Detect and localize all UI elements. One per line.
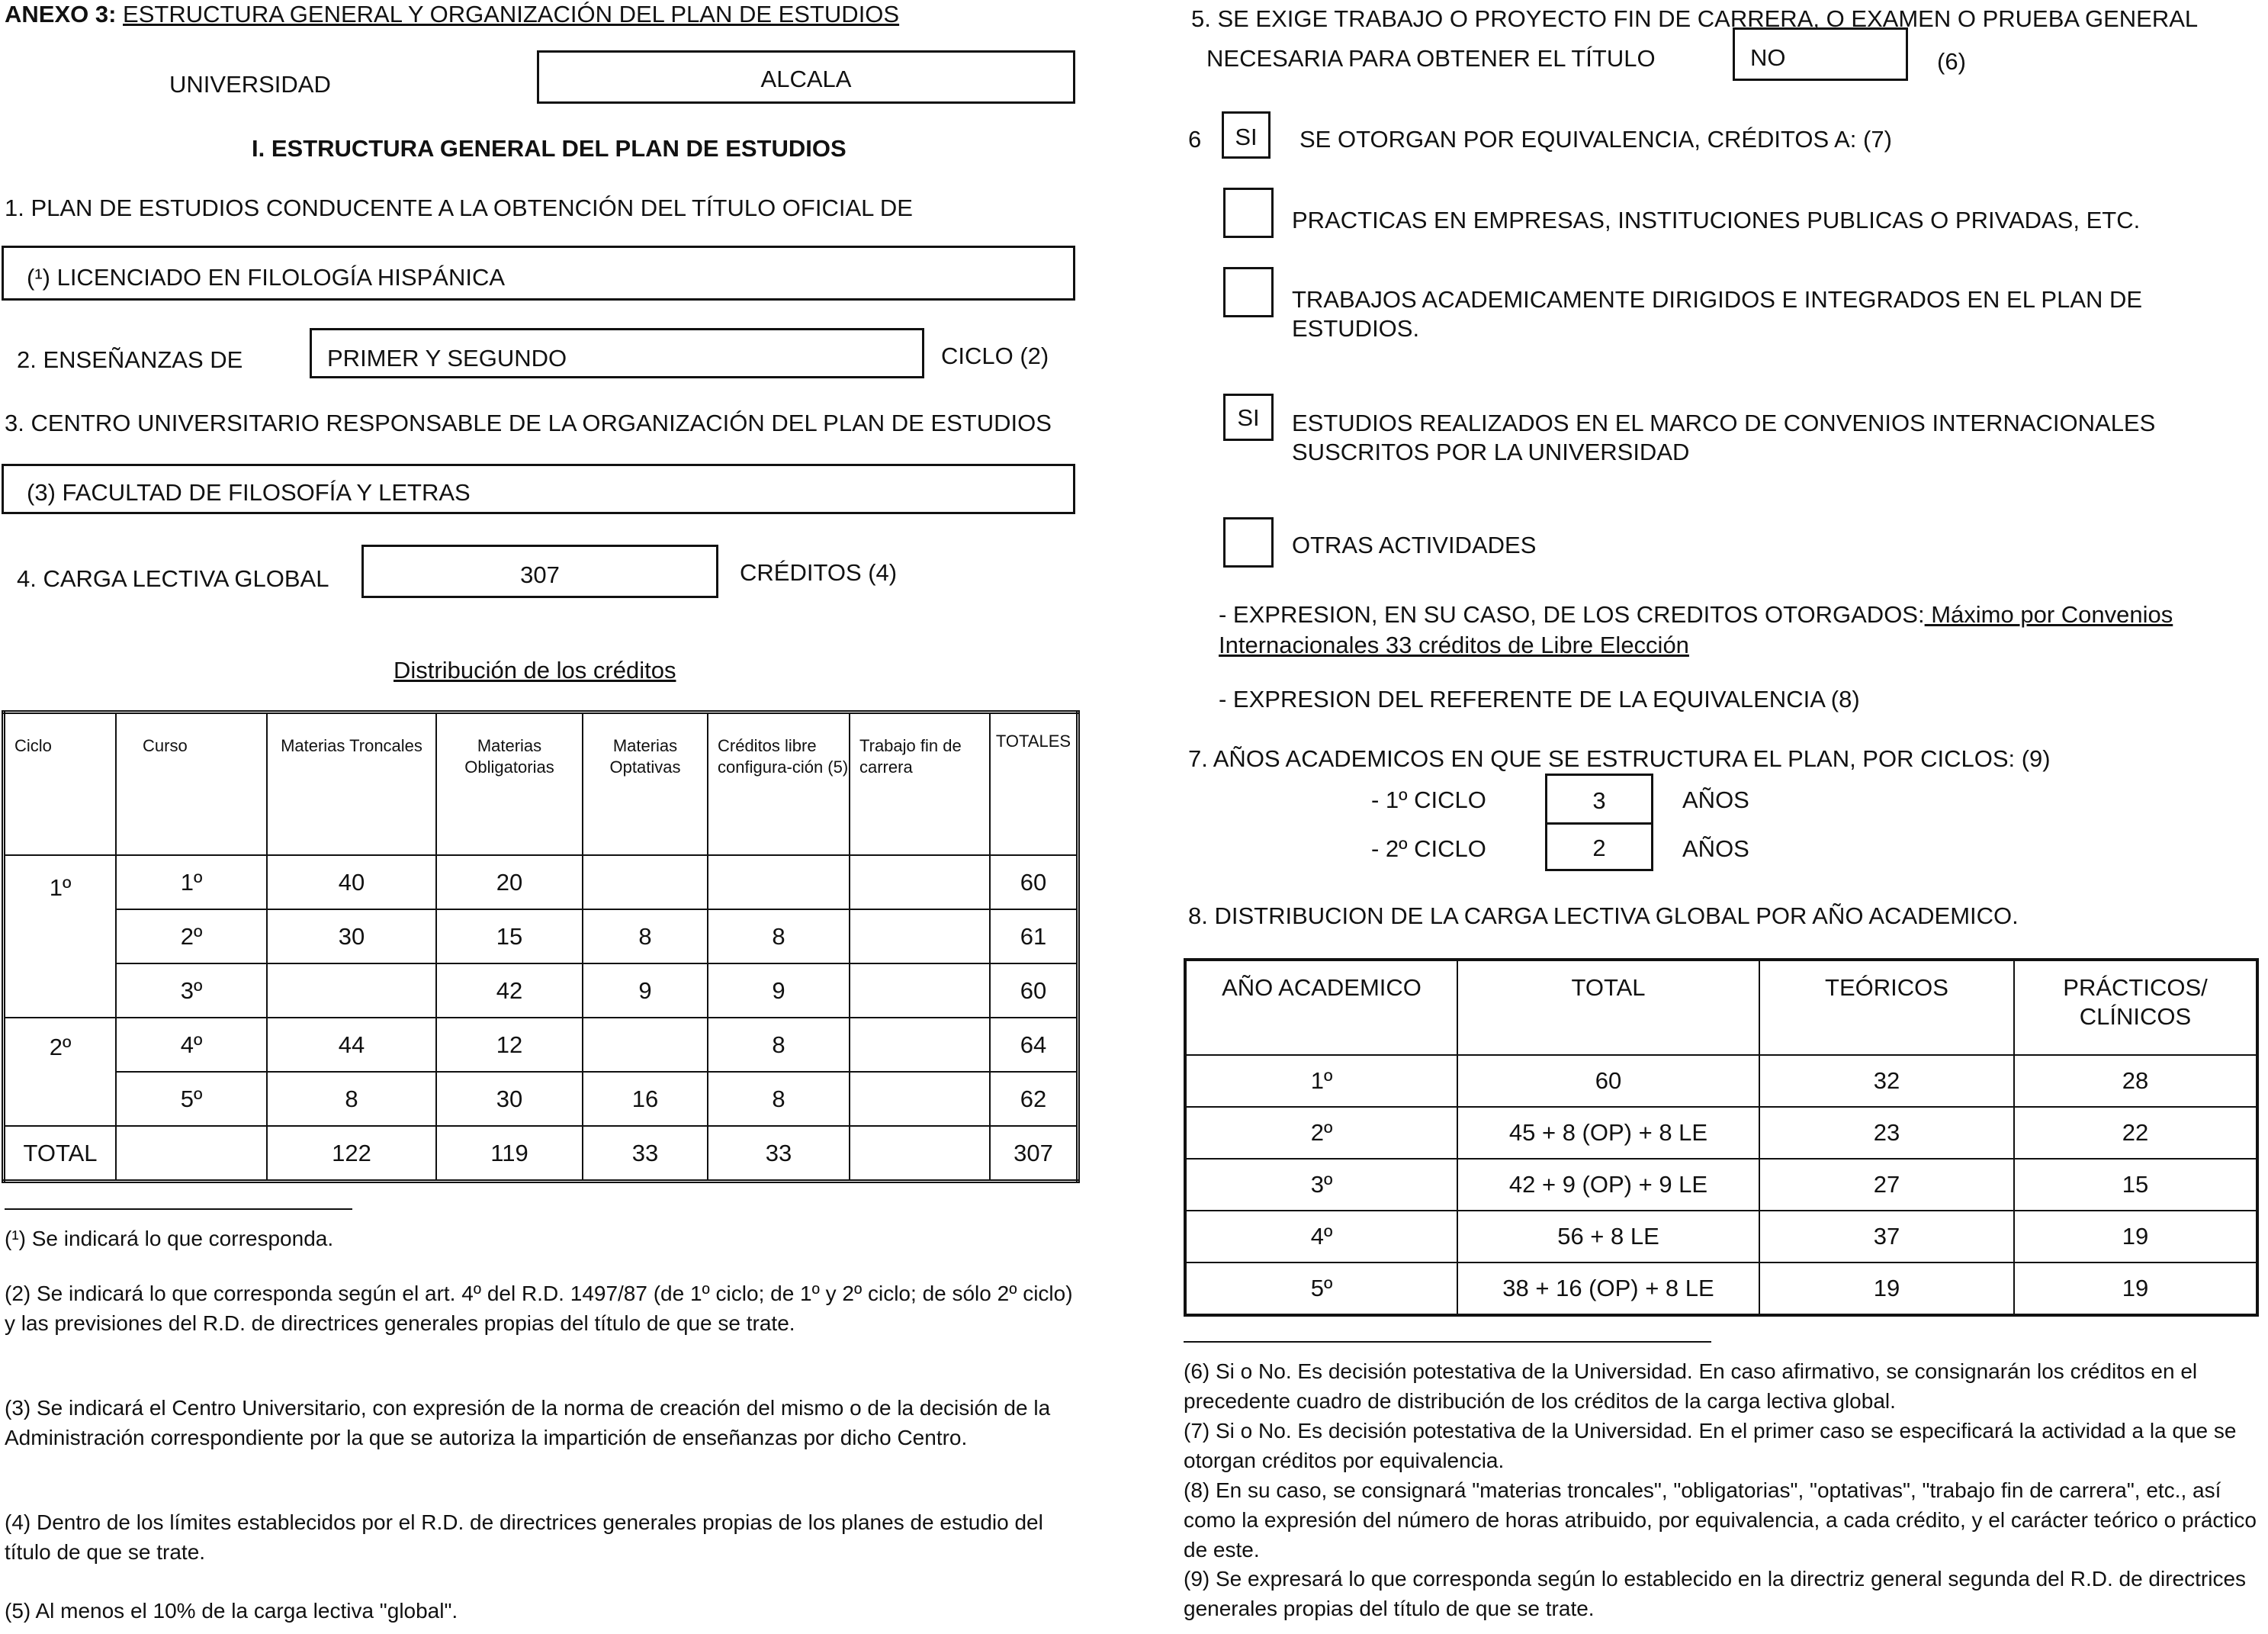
header-totales: TOTALES: [990, 712, 1078, 856]
cell-teoricos: 37: [1759, 1211, 2014, 1262]
cell-total: 60: [990, 963, 1078, 1018]
item6-label: SE OTORGAN POR EQUIVALENCIA, CRÉDITOS A: (7): [1299, 126, 1892, 153]
ciclo1-label: - 1º CICLO: [1371, 786, 1486, 813]
cell-troncales: 30: [267, 909, 436, 963]
ciclo-suffix: CICLO (2): [941, 343, 1049, 369]
footnote-2: (2) Se indicará lo que corresponda según el art. 4º del R.D. 1497/87 (de 1º ciclo; de 1º y 2º ciclo; de sólo 2º ciclo) y las previsiones del R.D. de directrices generales propias del título de que se trate.: [5, 1282, 1073, 1335]
cell-libre: 33: [708, 1126, 850, 1182]
cell-optativas: 8: [583, 909, 708, 963]
footnote-8: (8) En su caso, se consignará "materias troncales", "obligatorias", "optativas", "trabajo fin de carrera", etc., así como la expresión del número de horas atribuido, por equivalencia, a cada crédito, y el carácter teórico o práctico de este.: [1184, 1478, 2257, 1562]
convenios-checkbox: [1223, 394, 1274, 441]
item1-label: 1. PLAN DE ESTUDIOS CONDUCENTE A LA OBTENCIÓN DEL TÍTULO OFICIAL DE: [5, 195, 913, 221]
item5-suffix: (6): [1937, 48, 1966, 75]
titulo-value: (¹) LICENCIADO EN FILOLOGÍA HISPÁNICA: [27, 264, 506, 291]
cell-total: 60: [990, 855, 1078, 909]
footnote-3: (3) Se indicará el Centro Universitario, con expresión de la norma de creación del mismo o de la decisión de la Administración correspondiente por la que se autoriza la impartición de enseñanzas por dicho Centro.: [5, 1396, 1051, 1449]
table-row: [1185, 1159, 2257, 1211]
carga-value: 307: [520, 561, 560, 588]
item5-line1: 5. SE EXIGE TRABAJO O PROYECTO FIN DE CARRERA, O EXAMEN O PRUEBA GENERAL: [1191, 5, 2199, 32]
cell-trabajo: [850, 963, 990, 1018]
header-troncales: Materias Troncales: [267, 712, 436, 856]
cell-optativas: 9: [583, 963, 708, 1018]
cell-teoricos: 23: [1759, 1107, 2014, 1159]
cell-libre: 8: [708, 909, 850, 963]
item8-label: 8. DISTRIBUCION DE LA CARGA LECTIVA GLOBAL POR AÑO ACADEMICO.: [1188, 902, 2019, 929]
expresion-creditos: [1219, 600, 2210, 661]
table-row: [4, 963, 1078, 1018]
footnote-9: (9) Se expresará lo que corresponda según lo establecido en la directriz general segunda del R.D. de directrices generales propias del título de que se trate.: [1184, 1567, 2247, 1620]
cell-ciclo: 1º: [4, 855, 117, 1018]
equivalencia-box: [1222, 111, 1271, 159]
header-optativas: Materias Optativas: [583, 712, 708, 856]
trabajos-checkbox: [1223, 267, 1274, 317]
annex-heading: [5, 0, 899, 29]
item7-label: 7. AÑOS ACADEMICOS EN QUE SE ESTRUCTURA EL PLAN, POR CICLOS: (9): [1188, 745, 2051, 772]
annex-title: ESTRUCTURA GENERAL Y ORGANIZACIÓN DEL PLAN DE ESTUDIOS: [123, 1, 900, 27]
proyecto-value: NO: [1750, 44, 1786, 71]
cell-libre: 9: [708, 963, 850, 1018]
cell-total: 56 + 8 LE: [1457, 1211, 1759, 1262]
practicas-checkbox: [1223, 188, 1274, 238]
table-row: [4, 855, 1078, 909]
cell-practicos: 28: [2014, 1055, 2257, 1107]
carga-table-header: [1185, 960, 2257, 1055]
header-obligatorias: Materias Obligatorias: [436, 712, 583, 856]
table-row: [1185, 1055, 2257, 1107]
anos-box: [1545, 774, 1653, 871]
ensenanzas-value: PRIMER Y SEGUNDO: [327, 345, 567, 372]
cell-curso: 4º: [116, 1018, 267, 1072]
cell-troncales: 44: [267, 1018, 436, 1072]
practicas-label: PRACTICAS EN EMPRESAS, INSTITUCIONES PUBLICAS O PRIVADAS, ETC.: [1292, 207, 2141, 233]
footnote-1: (¹) Se indicará lo que corresponda.: [5, 1227, 334, 1250]
footnote-divider-right: [1184, 1341, 1711, 1343]
cell-trabajo: [850, 1126, 990, 1182]
carga-box: [361, 545, 718, 598]
expresion-referente: - EXPRESION DEL REFERENTE DE LA EQUIVALENCIA (8): [1219, 686, 1860, 712]
anos-label-1: AÑOS: [1682, 786, 1749, 813]
cell-obligatorias: 119: [436, 1126, 583, 1182]
header-curso: Curso: [116, 712, 267, 856]
footnote-5: (5) Al menos el 10% de la carga lectiva "global".: [5, 1599, 458, 1623]
cell-curso: 1º: [116, 855, 267, 909]
table-row: [1185, 1262, 2257, 1315]
header-trabajo: Trabajo fin de carrera: [850, 712, 990, 856]
universidad-value: ALCALA: [760, 66, 852, 92]
cell-ano: 3º: [1185, 1159, 1457, 1211]
cell-curso: 3º: [116, 963, 267, 1018]
cell-trabajo: [850, 1018, 990, 1072]
cell-trabajo: [850, 1072, 990, 1126]
cell-optativas: 16: [583, 1072, 708, 1126]
table-row: [4, 909, 1078, 963]
cell-libre: 8: [708, 1072, 850, 1126]
creditos-suffix: CRÉDITOS (4): [740, 559, 898, 586]
cell-troncales: 122: [267, 1126, 436, 1182]
cell-ano: 1º: [1185, 1055, 1457, 1107]
otras-label: OTRAS ACTIVIDADES: [1292, 532, 1537, 558]
cell-total: 61: [990, 909, 1078, 963]
cell-practicos: 19: [2014, 1211, 2257, 1262]
cell-total: 62: [990, 1072, 1078, 1126]
cell-ano: 2º: [1185, 1107, 1457, 1159]
footnote-7: (7) Si o No. Es decisión potestativa de la Universidad. En el primer caso se especificará la actividad a la que se otorgan créditos por equivalencia.: [1184, 1419, 2237, 1472]
cell-libre: [708, 855, 850, 909]
cell-optativas: [583, 855, 708, 909]
header-total: TOTAL: [1457, 960, 1759, 1055]
cell-ciclo: 2º: [4, 1018, 117, 1126]
cell-total: 60: [1457, 1055, 1759, 1107]
annex-prefix: ANEXO 3:: [5, 1, 117, 27]
item6-number: 6: [1188, 126, 1202, 153]
header-libre: Créditos libre configura-ción (5): [708, 712, 850, 856]
cell-optativas: [583, 1018, 708, 1072]
expresion-creditos-prefix: - EXPRESION, EN SU CASO, DE LOS CREDITOS OTORGADOS:: [1219, 601, 1925, 628]
cell-troncales: 8: [267, 1072, 436, 1126]
cell-teoricos: 32: [1759, 1055, 2014, 1107]
footnote-4: (4) Dentro de los límites establecidos por el R.D. de directrices generales propias de los planes de estudio del título de que se trate.: [5, 1510, 1043, 1564]
item4-label: 4. CARGA LECTIVA GLOBAL: [17, 565, 329, 592]
header-practicos: PRÁCTICOS/ CLÍNICOS: [2014, 960, 2257, 1055]
cell-optativas: 33: [583, 1126, 708, 1182]
centro-value: (3) FACULTAD DE FILOSOFÍA Y LETRAS: [27, 479, 471, 506]
trabajos-label: TRABAJOS ACADEMICAMENTE DIRIGIDOS E INTEGRADOS EN EL PLAN DE ESTUDIOS.: [1292, 286, 2143, 342]
cell-libre: 8: [708, 1018, 850, 1072]
expresion-creditos-value: Máximo por Convenios Internacionales 33 créditos de Libre Elección: [1219, 601, 2173, 658]
item5-line2: NECESARIA PARA OBTENER EL TÍTULO: [1206, 45, 1656, 72]
dist-title: Distribución de los créditos: [394, 657, 676, 684]
ciclo2-label: - 2º CICLO: [1371, 835, 1486, 862]
distribution-table: [2, 710, 1080, 1183]
header-ciclo: Ciclo: [4, 712, 117, 856]
equivalencia-value: SI: [1235, 124, 1258, 150]
distribution-table-header: [4, 712, 1078, 856]
table-row: [1185, 1211, 2257, 1262]
cell-obligatorias: 12: [436, 1018, 583, 1072]
cell-obligatorias: 30: [436, 1072, 583, 1126]
cell-teoricos: 19: [1759, 1262, 2014, 1315]
cell-practicos: 19: [2014, 1262, 2257, 1315]
cell-total: 307: [990, 1126, 1078, 1182]
universidad-box: [537, 50, 1075, 104]
cell-obligatorias: 15: [436, 909, 583, 963]
convenios-value: SI: [1237, 404, 1260, 431]
cell-curso: [116, 1126, 267, 1182]
anos-label-2: AÑOS: [1682, 835, 1749, 862]
cell-teoricos: 27: [1759, 1159, 2014, 1211]
centro-box: [2, 464, 1075, 514]
otras-checkbox: [1223, 517, 1274, 568]
cell-total: 38 + 16 (OP) + 8 LE: [1457, 1262, 1759, 1315]
proyecto-box: [1733, 27, 1908, 81]
cell-total: 42 + 9 (OP) + 9 LE: [1457, 1159, 1759, 1211]
cell-practicos: 15: [2014, 1159, 2257, 1211]
table-row: [4, 1018, 1078, 1072]
header-teoricos: TEÓRICOS: [1759, 960, 2014, 1055]
cell-practicos: 22: [2014, 1107, 2257, 1159]
item2-label: 2. ENSEÑANZAS DE: [17, 346, 243, 373]
convenios-label: ESTUDIOS REALIZADOS EN EL MARCO DE CONVENIOS INTERNACIONALES SUSCRITOS POR LA UNIVERSIDAD: [1292, 410, 2156, 465]
cell-trabajo: [850, 855, 990, 909]
cell-ano: 5º: [1185, 1262, 1457, 1315]
table-row: [4, 1072, 1078, 1126]
anos-box-divider: [1547, 822, 1651, 825]
carga-table: [1184, 958, 2259, 1317]
table-total-row: [4, 1126, 1078, 1182]
table-row: [1185, 1107, 2257, 1159]
ciclo1-value: 3: [1592, 787, 1606, 814]
cell-obligatorias: 42: [436, 963, 583, 1018]
ensenanzas-box: [310, 328, 924, 378]
cell-ano: 4º: [1185, 1211, 1457, 1262]
universidad-label: UNIVERSIDAD: [169, 71, 331, 98]
item3-label: 3. CENTRO UNIVERSITARIO RESPONSABLE DE LA ORGANIZACIÓN DEL PLAN DE ESTUDIOS: [5, 410, 1052, 436]
section-title: I. ESTRUCTURA GENERAL DEL PLAN DE ESTUDIOS: [252, 135, 846, 162]
cell-total: 64: [990, 1018, 1078, 1072]
ciclo2-value: 2: [1592, 835, 1606, 861]
cell-curso: 5º: [116, 1072, 267, 1126]
footnote-divider: [5, 1208, 352, 1210]
cell-obligatorias: 20: [436, 855, 583, 909]
header-ano: AÑO ACADEMICO: [1185, 960, 1457, 1055]
cell-curso: 2º: [116, 909, 267, 963]
cell-total: 45 + 8 (OP) + 8 LE: [1457, 1107, 1759, 1159]
cell-troncales: 40: [267, 855, 436, 909]
cell-trabajo: [850, 909, 990, 963]
footnote-6: (6) Si o No. Es decisión potestativa de la Universidad. En caso afirmativo, se consignarán los créditos en el precedente cuadro de distribución de los créditos de la carga lectiva global.: [1184, 1359, 2198, 1413]
titulo-box: [2, 246, 1075, 301]
cell-troncales: [267, 963, 436, 1018]
cell-total-label: TOTAL: [4, 1126, 117, 1182]
